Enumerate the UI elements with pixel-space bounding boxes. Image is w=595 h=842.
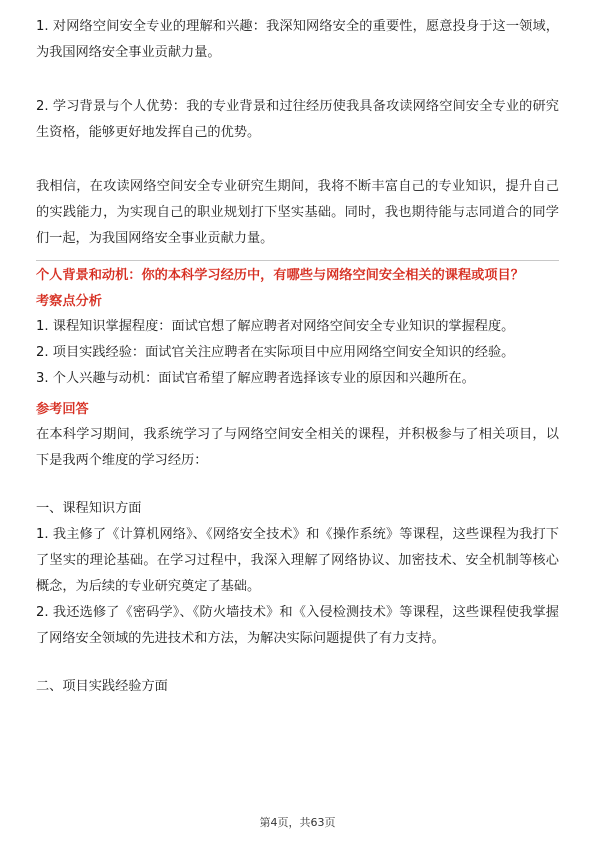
question-title: 个人背景和动机：你的本科学习经历中，有哪些与网络空间安全相关的课程或项目？ [36,268,524,283]
document-page [36,14,559,700]
analysis-item-1: 1. 课程知识掌握程度：面试官想了解应聘者对网络空间安全专业知识的掌握程度。 [36,319,515,334]
section-divider [36,260,559,261]
intro-paragraph-2: 2. 学习背景与个人优势：我的专业背景和过往经历使我具备攻读网络空间安全专业的研究生资格，能够更好地发挥自己的优势。 [36,99,559,140]
analysis-item-2: 2. 项目实践经验：面试官关注应聘者在实际项目中应用网络空间安全知识的经验。 [36,345,515,360]
answer-section-1-title: 一、课程知识方面 [36,501,142,516]
answer-opening: 在本科学习期间，我系统学习了与网络空间安全相关的课程，并积极参与了相关项目，以下是我两个维度的学习经历： [36,427,559,468]
answer-heading: 参考回答 [36,402,89,417]
answer-section-2-title: 二、项目实践经验方面 [36,679,168,694]
analysis-item-3: 3. 个人兴趣与动机：面试官希望了解应聘者选择该专业的原因和兴趣所在。 [36,371,475,386]
intro-paragraph-3: 我相信，在攻读网络空间安全专业研究生期间，我将不断丰富自己的专业知识，提升自己的实践能力，为实现自己的职业规划打下坚实基础。同时，我也期待能与志同道合的同学们一起，为我国网络安全事业贡献力量。 [36,179,559,246]
page-number: 第4页，共63页 [259,816,336,829]
answer-section-1-paragraph-2: 2. 我还选修了《密码学》、《防火墙技术》和《入侵检测技术》等课程，这些课程使我掌握了网络安全领域的先进技术和方法，为解决实际问题提供了有力支持。 [36,605,559,646]
answer-section-1-paragraph-1: 1. 我主修了《计算机网络》、《网络安全技术》和《操作系统》等课程，这些课程为我打下了坚实的理论基础。在学习过程中，我深入理解了网络协议、加密技术、安全机制等核心概念，为后续的专业研究奠定了基础。 [36,527,559,594]
analysis-heading: 考察点分析 [36,294,102,309]
intro-paragraph-1: 1. 对网络空间安全专业的理解和兴趣：我深知网络安全的重要性，愿意投身于这一领域，为我国网络安全事业贡献力量。 [36,19,559,60]
